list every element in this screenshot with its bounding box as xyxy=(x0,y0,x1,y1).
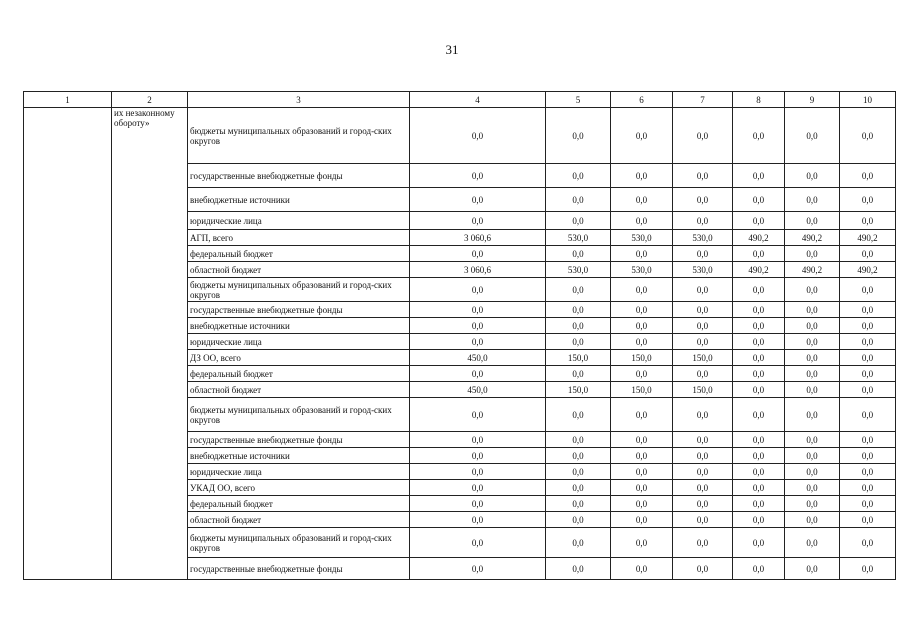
value-cell-col-10: 0,0 xyxy=(840,246,896,262)
value-cell-col-9: 0,0 xyxy=(785,334,840,350)
value-cell-col-6: 0,0 xyxy=(611,528,673,558)
value-cell-col-9: 0,0 xyxy=(785,246,840,262)
value-cell-col-7: 0,0 xyxy=(673,246,733,262)
funding-source-label: бюджеты муниципальных образований и город-ских округов xyxy=(188,278,410,302)
funding-source-label: областной бюджет xyxy=(188,382,410,398)
value-cell-col-5: 0,0 xyxy=(546,366,611,382)
funding-source-label: областной бюджет xyxy=(188,512,410,528)
value-cell-col-5: 0,0 xyxy=(546,558,611,580)
value-cell-col-5: 0,0 xyxy=(546,528,611,558)
value-cell-col-9: 490,2 xyxy=(785,230,840,246)
value-cell-col-8: 0,0 xyxy=(733,480,785,496)
value-cell-col-6: 0,0 xyxy=(611,164,673,188)
value-cell-col-5: 150,0 xyxy=(546,382,611,398)
column-1-cell xyxy=(24,108,112,580)
funding-source-label: государственные внебюджетные фонды xyxy=(188,164,410,188)
value-cell-col-8: 0,0 xyxy=(733,382,785,398)
value-cell-col-10: 0,0 xyxy=(840,398,896,432)
value-cell-col-10: 490,2 xyxy=(840,230,896,246)
value-cell-col-7: 0,0 xyxy=(673,188,733,212)
program-name-cell: их незаконному обороту» xyxy=(112,108,188,580)
value-cell-col-8: 0,0 xyxy=(733,334,785,350)
value-cell-col-9: 0,0 xyxy=(785,480,840,496)
value-cell-col-6: 0,0 xyxy=(611,448,673,464)
value-cell-col-5: 530,0 xyxy=(546,230,611,246)
value-cell-col-8: 0,0 xyxy=(733,366,785,382)
value-cell-col-4: 0,0 xyxy=(410,246,546,262)
value-cell-col-10: 0,0 xyxy=(840,432,896,448)
value-cell-col-4: 0,0 xyxy=(410,366,546,382)
value-cell-col-8: 0,0 xyxy=(733,398,785,432)
value-cell-col-8: 0,0 xyxy=(733,212,785,230)
value-cell-col-4: 0,0 xyxy=(410,528,546,558)
value-cell-col-4: 0,0 xyxy=(410,334,546,350)
column-header-4: 4 xyxy=(410,92,546,108)
value-cell-col-10: 0,0 xyxy=(840,108,896,164)
value-cell-col-6: 0,0 xyxy=(611,558,673,580)
column-header-1: 1 xyxy=(24,92,112,108)
value-cell-col-10: 0,0 xyxy=(840,350,896,366)
value-cell-col-9: 0,0 xyxy=(785,558,840,580)
value-cell-col-9: 0,0 xyxy=(785,496,840,512)
value-cell-col-6: 0,0 xyxy=(611,318,673,334)
value-cell-col-10: 0,0 xyxy=(840,318,896,334)
value-cell-col-7: 530,0 xyxy=(673,262,733,278)
value-cell-col-10: 0,0 xyxy=(840,278,896,302)
funding-source-label: ДЗ ОО, всего xyxy=(188,350,410,366)
value-cell-col-5: 0,0 xyxy=(546,318,611,334)
funding-source-label: государственные внебюджетные фонды xyxy=(188,302,410,318)
value-cell-col-10: 0,0 xyxy=(840,464,896,480)
value-cell-col-7: 0,0 xyxy=(673,512,733,528)
value-cell-col-5: 0,0 xyxy=(546,164,611,188)
value-cell-col-7: 0,0 xyxy=(673,334,733,350)
value-cell-col-7: 0,0 xyxy=(673,108,733,164)
value-cell-col-8: 490,2 xyxy=(733,262,785,278)
value-cell-col-10: 0,0 xyxy=(840,302,896,318)
value-cell-col-10: 0,0 xyxy=(840,334,896,350)
funding-source-label: государственные внебюджетные фонды xyxy=(188,558,410,580)
value-cell-col-10: 0,0 xyxy=(840,164,896,188)
value-cell-col-8: 0,0 xyxy=(733,464,785,480)
value-cell-col-5: 150,0 xyxy=(546,350,611,366)
value-cell-col-10: 490,2 xyxy=(840,262,896,278)
value-cell-col-9: 0,0 xyxy=(785,164,840,188)
value-cell-col-8: 0,0 xyxy=(733,350,785,366)
value-cell-col-10: 0,0 xyxy=(840,188,896,212)
value-cell-col-4: 0,0 xyxy=(410,558,546,580)
column-header-8: 8 xyxy=(733,92,785,108)
funding-source-label: юридические лица xyxy=(188,464,410,480)
value-cell-col-5: 0,0 xyxy=(546,496,611,512)
value-cell-col-9: 0,0 xyxy=(785,464,840,480)
value-cell-col-4: 0,0 xyxy=(410,108,546,164)
value-cell-col-4: 0,0 xyxy=(410,278,546,302)
header-row xyxy=(24,92,896,108)
value-cell-col-9: 0,0 xyxy=(785,188,840,212)
funding-source-label: федеральный бюджет xyxy=(188,496,410,512)
value-cell-col-8: 490,2 xyxy=(733,230,785,246)
value-cell-col-8: 0,0 xyxy=(733,302,785,318)
value-cell-col-6: 0,0 xyxy=(611,108,673,164)
funding-source-label: федеральный бюджет xyxy=(188,246,410,262)
value-cell-col-8: 0,0 xyxy=(733,278,785,302)
funding-source-label: АГП, всего xyxy=(188,230,410,246)
value-cell-col-6: 150,0 xyxy=(611,350,673,366)
value-cell-col-7: 0,0 xyxy=(673,558,733,580)
value-cell-col-7: 0,0 xyxy=(673,278,733,302)
value-cell-col-8: 0,0 xyxy=(733,188,785,212)
value-cell-col-10: 0,0 xyxy=(840,480,896,496)
value-cell-col-5: 0,0 xyxy=(546,302,611,318)
value-cell-col-6: 0,0 xyxy=(611,366,673,382)
value-cell-col-4: 0,0 xyxy=(410,212,546,230)
value-cell-col-7: 0,0 xyxy=(673,302,733,318)
value-cell-col-6: 0,0 xyxy=(611,398,673,432)
value-cell-col-9: 0,0 xyxy=(785,108,840,164)
value-cell-col-7: 0,0 xyxy=(673,212,733,230)
value-cell-col-8: 0,0 xyxy=(733,496,785,512)
value-cell-col-4: 0,0 xyxy=(410,496,546,512)
value-cell-col-7: 0,0 xyxy=(673,464,733,480)
value-cell-col-9: 490,2 xyxy=(785,262,840,278)
value-cell-col-9: 0,0 xyxy=(785,212,840,230)
value-cell-col-5: 0,0 xyxy=(546,398,611,432)
value-cell-col-5: 530,0 xyxy=(546,262,611,278)
value-cell-col-5: 0,0 xyxy=(546,278,611,302)
value-cell-col-5: 0,0 xyxy=(546,188,611,212)
value-cell-col-9: 0,0 xyxy=(785,448,840,464)
value-cell-col-4: 0,0 xyxy=(410,318,546,334)
value-cell-col-10: 0,0 xyxy=(840,212,896,230)
value-cell-col-5: 0,0 xyxy=(546,212,611,230)
value-cell-col-7: 0,0 xyxy=(673,318,733,334)
value-cell-col-9: 0,0 xyxy=(785,512,840,528)
value-cell-col-7: 0,0 xyxy=(673,432,733,448)
funding-source-label: внебюджетные источники xyxy=(188,188,410,212)
value-cell-col-6: 0,0 xyxy=(611,302,673,318)
page-number: 31 xyxy=(445,42,459,57)
value-cell-col-4: 0,0 xyxy=(410,398,546,432)
funding-source-label: федеральный бюджет xyxy=(188,366,410,382)
value-cell-col-6: 0,0 xyxy=(611,188,673,212)
value-cell-col-5: 0,0 xyxy=(546,480,611,496)
value-cell-col-4: 3 060,6 xyxy=(410,230,546,246)
value-cell-col-4: 0,0 xyxy=(410,464,546,480)
funding-source-label: бюджеты муниципальных образований и город-ских округов xyxy=(188,108,410,164)
table-row xyxy=(24,108,896,164)
value-cell-col-7: 0,0 xyxy=(673,528,733,558)
column-header-2: 2 xyxy=(112,92,188,108)
value-cell-col-9: 0,0 xyxy=(785,382,840,398)
value-cell-col-5: 0,0 xyxy=(546,432,611,448)
value-cell-col-8: 0,0 xyxy=(733,164,785,188)
value-cell-col-4: 450,0 xyxy=(410,382,546,398)
value-cell-col-10: 0,0 xyxy=(840,366,896,382)
value-cell-col-6: 0,0 xyxy=(611,246,673,262)
value-cell-col-5: 0,0 xyxy=(546,464,611,480)
funding-source-label: бюджеты муниципальных образований и город-ских округов xyxy=(188,528,410,558)
funding-source-label: внебюджетные источники xyxy=(188,448,410,464)
value-cell-col-6: 150,0 xyxy=(611,382,673,398)
funding-source-label: государственные внебюджетные фонды xyxy=(188,432,410,448)
value-cell-col-4: 0,0 xyxy=(410,164,546,188)
column-header-10: 10 xyxy=(840,92,896,108)
value-cell-col-4: 3 060,6 xyxy=(410,262,546,278)
value-cell-col-10: 0,0 xyxy=(840,496,896,512)
table-body xyxy=(24,108,896,580)
value-cell-col-6: 0,0 xyxy=(611,334,673,350)
value-cell-col-10: 0,0 xyxy=(840,558,896,580)
value-cell-col-9: 0,0 xyxy=(785,528,840,558)
value-cell-col-5: 0,0 xyxy=(546,448,611,464)
value-cell-col-6: 0,0 xyxy=(611,496,673,512)
value-cell-col-10: 0,0 xyxy=(840,528,896,558)
value-cell-col-10: 0,0 xyxy=(840,448,896,464)
funding-source-label: областной бюджет xyxy=(188,262,410,278)
value-cell-col-7: 0,0 xyxy=(673,480,733,496)
column-header-3: 3 xyxy=(188,92,410,108)
value-cell-col-5: 0,0 xyxy=(546,246,611,262)
value-cell-col-5: 0,0 xyxy=(546,334,611,350)
value-cell-col-5: 0,0 xyxy=(546,512,611,528)
value-cell-col-4: 0,0 xyxy=(410,188,546,212)
value-cell-col-6: 0,0 xyxy=(611,432,673,448)
value-cell-col-6: 0,0 xyxy=(611,480,673,496)
value-cell-col-4: 0,0 xyxy=(410,302,546,318)
value-cell-col-8: 0,0 xyxy=(733,108,785,164)
value-cell-col-9: 0,0 xyxy=(785,318,840,334)
value-cell-col-7: 0,0 xyxy=(673,164,733,188)
value-cell-col-7: 0,0 xyxy=(673,496,733,512)
value-cell-col-7: 0,0 xyxy=(673,366,733,382)
value-cell-col-8: 0,0 xyxy=(733,246,785,262)
value-cell-col-8: 0,0 xyxy=(733,448,785,464)
column-header-7: 7 xyxy=(673,92,733,108)
value-cell-col-7: 0,0 xyxy=(673,398,733,432)
value-cell-col-7: 530,0 xyxy=(673,230,733,246)
value-cell-col-4: 0,0 xyxy=(410,480,546,496)
value-cell-col-7: 150,0 xyxy=(673,350,733,366)
funding-source-label: УКАД ОО, всего xyxy=(188,480,410,496)
column-header-5: 5 xyxy=(546,92,611,108)
value-cell-col-6: 530,0 xyxy=(611,262,673,278)
value-cell-col-8: 0,0 xyxy=(733,558,785,580)
value-cell-col-7: 150,0 xyxy=(673,382,733,398)
value-cell-col-4: 0,0 xyxy=(410,448,546,464)
value-cell-col-8: 0,0 xyxy=(733,512,785,528)
value-cell-col-6: 0,0 xyxy=(611,278,673,302)
value-cell-col-8: 0,0 xyxy=(733,432,785,448)
value-cell-col-9: 0,0 xyxy=(785,278,840,302)
value-cell-col-5: 0,0 xyxy=(546,108,611,164)
value-cell-col-8: 0,0 xyxy=(733,528,785,558)
budget-table xyxy=(23,91,896,580)
funding-source-label: бюджеты муниципальных образований и город-ских округов xyxy=(188,398,410,432)
value-cell-col-9: 0,0 xyxy=(785,366,840,382)
value-cell-col-6: 0,0 xyxy=(611,512,673,528)
funding-source-label: юридические лица xyxy=(188,334,410,350)
value-cell-col-6: 0,0 xyxy=(611,464,673,480)
value-cell-col-4: 450,0 xyxy=(410,350,546,366)
value-cell-col-7: 0,0 xyxy=(673,448,733,464)
column-header-9: 9 xyxy=(785,92,840,108)
value-cell-col-10: 0,0 xyxy=(840,512,896,528)
value-cell-col-6: 0,0 xyxy=(611,212,673,230)
value-cell-col-6: 530,0 xyxy=(611,230,673,246)
value-cell-col-10: 0,0 xyxy=(840,382,896,398)
value-cell-col-9: 0,0 xyxy=(785,398,840,432)
funding-source-label: внебюджетные источники xyxy=(188,318,410,334)
value-cell-col-9: 0,0 xyxy=(785,432,840,448)
value-cell-col-9: 0,0 xyxy=(785,350,840,366)
value-cell-col-9: 0,0 xyxy=(785,302,840,318)
value-cell-col-8: 0,0 xyxy=(733,318,785,334)
funding-source-label: юридические лица xyxy=(188,212,410,230)
column-header-6: 6 xyxy=(611,92,673,108)
value-cell-col-4: 0,0 xyxy=(410,432,546,448)
value-cell-col-4: 0,0 xyxy=(410,512,546,528)
